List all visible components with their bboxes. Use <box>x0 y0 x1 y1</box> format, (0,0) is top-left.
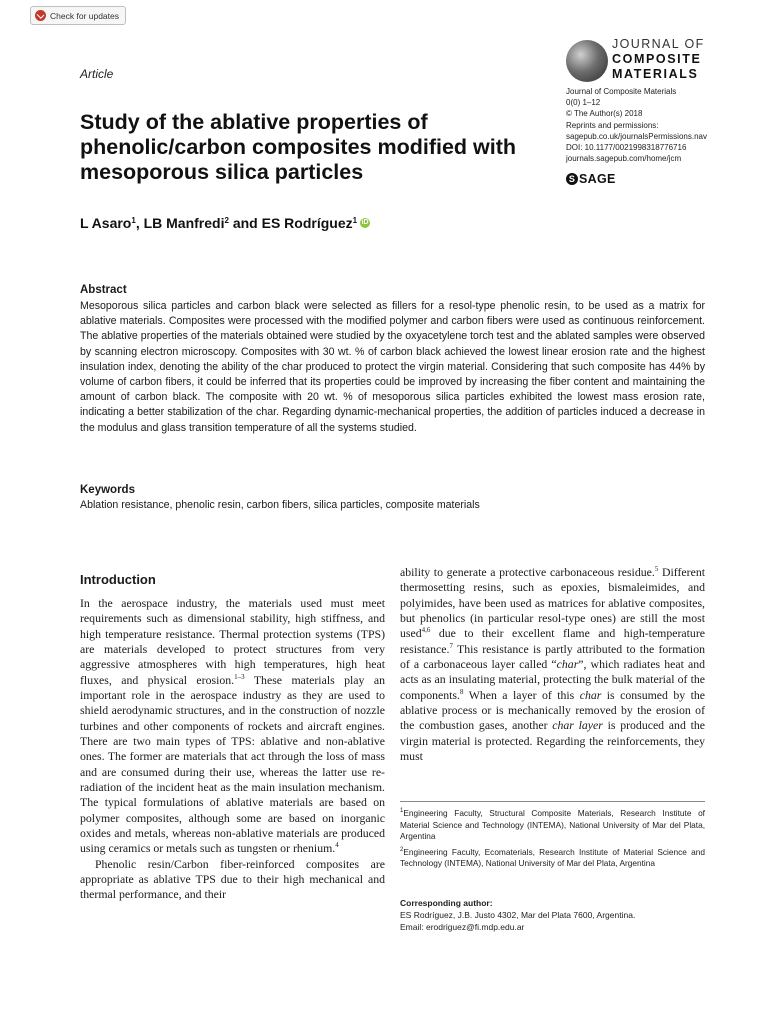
text-run-italic: char <box>556 656 579 671</box>
corresponding-address: ES Rodríguez, J.B. Justo 4302, Mar del Plata 7600, Argentina. <box>400 910 636 920</box>
author-name: L Asaro <box>80 215 132 231</box>
citation[interactable]: 7 <box>449 641 453 650</box>
text-run: This resistance is partly attributed to the formation of a carbonaceous layer called “ <box>400 641 705 671</box>
journal-logo <box>612 37 712 82</box>
author-name: LB Manfredi <box>143 215 225 231</box>
text-run-italic: char layer <box>552 718 603 733</box>
text-run-italic: char <box>579 687 602 702</box>
author-affiliation-mark: 2 <box>224 215 229 225</box>
text-run: due to their excellent flame and high-temperature resistance. <box>400 626 705 656</box>
affiliations <box>400 808 705 874</box>
paragraph <box>80 596 385 857</box>
citation[interactable]: 5 <box>654 565 659 574</box>
doi-link[interactable]: DOI: 10.1177/0021998318776716 <box>566 143 687 153</box>
journal-name: Journal of Composite Materials <box>566 87 677 96</box>
corresponding-author-heading: Corresponding author: <box>400 898 493 908</box>
affiliation-mark: 1 <box>400 808 404 815</box>
journal-logo-sphere-icon <box>566 40 608 82</box>
check-for-updates-badge[interactable] <box>30 6 126 25</box>
author-affiliation-mark: 1 <box>131 215 136 225</box>
text-run: ability to generate a protective carbonaceous residue. <box>400 565 655 579</box>
check-updates-icon <box>35 10 46 21</box>
text-run: These materials play an important role in the aerospace industry as they are used to shield aerodynamic structures, and in the construction of nozzle turbines and other components of rockets and aircraft engines. There are two main types of TPS: ablative and non-ablative ones. The former are materials that act through the loss of mass and are consumed during their use, whereas the latter use re-radiation of the incident heat as the main insulation mechanism. The typical formulations of ablative materials are based on polymer composites, although some are based on inorganic oxides and metals, whereas non-ablative materials are produced using ceramics or metals such as tungsten or rhenium. <box>80 672 386 856</box>
journal-metadata <box>566 86 746 164</box>
journal-url-link[interactable]: journals.sagepub.com/home/jcm <box>566 154 682 164</box>
sage-s-icon: S <box>566 173 578 185</box>
text-run: Different thermosetting resins, such as epoxies, bismaleimides, and polyimides, have been used as matrices for ablative composites, but phenolics (in particular resol-type ones) are still the most used <box>400 565 706 641</box>
paragraph <box>400 565 705 764</box>
abstract-heading: Abstract <box>80 284 127 296</box>
publisher-logo <box>566 172 616 186</box>
author-name: ES Rodríguez <box>261 215 353 231</box>
corresponding-author <box>400 897 705 933</box>
journal-logo-line-2: COMPOSITE <box>612 52 702 66</box>
keywords-heading: Keywords <box>80 484 135 496</box>
author-list <box>80 215 370 231</box>
reprints-link[interactable]: sagepub.co.uk/journalsPermissions.nav <box>566 131 707 141</box>
citation[interactable]: 8 <box>459 687 464 696</box>
abstract-text: Mesoporous silica particles and carbon black were selected as fillers for a resol-type phenolic resin, to be used as a matrix for ablative materials. Composites were processed with the modified polymer and carbon fibers were used as continuous reinforcement. The ablative properties of the materials obtained were studied by the oxyacetylene torch test and the ablated samples were observed by scanning electron microscopy. Composites with 30 wt. % of carbon black achieved the lowest linear erosion rate and the highest insulation index, denoting the ability of the char produced to protect the virgin material. Considering that such composite has 44% by volume of carbon fibers, it could be inferred that its properties could be improved by increasing the fiber content and maintaining the amount of carbon black. The composite with 20 wt. % of mesoporous silica particles exhibited the lowest mass erosion rate, indicating a better stabilization of the char. Regarding dynamic-mechanical properties, the addition of particles induced a decrease in the modulus and glass transition temperature of all the systems studied. <box>80 300 705 434</box>
affiliation-text: Engineering Faculty, Structural Composite Materials, Research Institute of Material Science and Technology (INTEMA), National University of Mar del Plata, Argentina <box>400 808 705 842</box>
body-column-left <box>80 596 385 903</box>
text-run: is consumed by the ablative process or is mechanically removed by the erosion of the combustion gases, another <box>400 687 705 733</box>
author-separator: , <box>135 215 144 231</box>
text-run: is produced and the virgin material is protected. Regarding the reinforcements, they must <box>400 718 705 763</box>
introduction-heading: Introduction <box>80 572 156 587</box>
journal-logo-line-1: JOURNAL OF <box>612 37 705 51</box>
author-affiliation-mark: 1 <box>352 215 358 225</box>
text-run: When a layer of this <box>463 687 580 702</box>
paper-title: Study of the ablative properties of phenolic/carbon composites modified with mesoporous silica particles <box>80 110 517 184</box>
publisher-name: SAGE <box>579 172 616 186</box>
check-updates-label: Check for updates <box>50 10 119 21</box>
affiliation <box>400 847 705 870</box>
journal-logo-line-3: MATERIALS <box>612 67 699 81</box>
text-run: In the aerospace industry, the materials used must meet requirements such as dimensional stability, high stiffness, and high temperature resistance. Thermal protection systems (TPS) are materials developed to protect structures from very aggressive atmospheres with high temperatures, high heat fluxes, and physical erosion. <box>80 596 385 687</box>
footnote-divider <box>400 801 705 802</box>
citation[interactable]: 1–3 <box>234 672 245 681</box>
affiliation-mark: 2 <box>400 847 404 854</box>
affiliation-text: Engineering Faculty, Ecomaterials, Research Institute of Material Science and Technology (INTEMA), National University of Mar del Plata, Argentina <box>400 846 705 869</box>
keywords-text: Ablation resistance, phenolic resin, carbon fibers, silica particles, composite materials <box>80 499 480 511</box>
orcid-icon[interactable]: iD <box>361 219 369 226</box>
text-run: ”, which radiates heat and acts as an insulating material, protecting the bulk material of the components. <box>400 656 705 702</box>
author-separator: and <box>228 215 262 231</box>
reprints-label: Reprints and permissions: <box>566 120 659 130</box>
citation[interactable]: 4 <box>335 841 339 850</box>
article-type-label: Article <box>80 67 114 81</box>
affiliation <box>400 808 705 843</box>
citation[interactable]: 4,6 <box>421 626 431 635</box>
journal-issue: 0(0) 1–12 <box>566 98 601 108</box>
copyright: © The Author(s) 2018 <box>566 109 643 119</box>
paragraph: Phenolic resin/Carbon fiber-reinforced composites are appropriate as ablative TPS due to their high mechanical and thermal performance, and their <box>80 856 385 902</box>
corresponding-email-link[interactable]: Email: erodriguez@fi.mdp.edu.ar <box>400 922 525 932</box>
body-column-right <box>400 565 705 764</box>
